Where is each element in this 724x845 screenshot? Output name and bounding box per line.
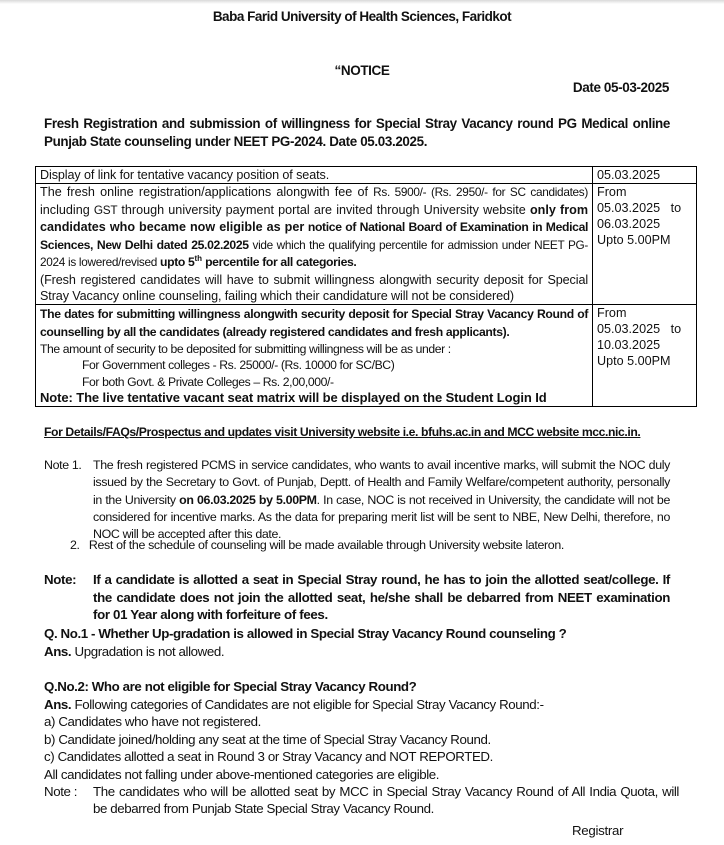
university-name: Baba Farid University of Health Sciences, Faridkot <box>212 9 512 24</box>
row2-date-cell <box>593 184 697 305</box>
note-1 <box>44 457 670 543</box>
list-item: b) Candidate joined/holding any seat at the time of Special Stray Vacancy Round. <box>44 731 491 747</box>
page-top-shadow <box>0 0 724 4</box>
details-websites-link[interactable]: For Details/FAQs/Prospectus and updates visit University website i.e. bfuhs.ac.in and MCC website mcc.nic.in. <box>44 425 641 439</box>
eligibility-bold-text: only from candidates who became now eligible as per <box>40 202 589 234</box>
date-start: 05.03.2025 to <box>597 201 682 215</box>
date-from-label: From <box>597 185 627 199</box>
noc-deadline: on 06.03.2025 by 5.00PM <box>179 492 317 507</box>
warning-label: Note: <box>44 572 77 587</box>
faq-question-1: Q. No.1 - Whether Up-gradation is allowed in Special Stray Vacancy Round counseling ? <box>44 626 567 641</box>
mcc-debar-note <box>44 783 684 818</box>
text-fragment: . In case, NOC is not received in University, the candidate will not be considered for incentive marks. As the data for preparing merit list will be sent to NBE, New Delhi, therefore, no NOC will be accepted after this date. <box>93 492 670 542</box>
note-1-text <box>93 457 670 543</box>
table-row <box>36 167 697 184</box>
notice-date: Date 05-03-2025 <box>572 80 669 95</box>
faq-answer-1 <box>44 644 224 659</box>
nbe-notice-text: notice of National Board of Examination in Medical Sciences, New Delhi dated 25.02.2025 <box>40 220 589 252</box>
answer-label: Ans. <box>44 644 72 659</box>
text-fragment: The fresh online registration/applications alongwith fee of <box>40 185 374 199</box>
categories-text: percentile for all categories. <box>202 255 357 269</box>
note-1-label: Note 1. <box>44 458 82 472</box>
row3-heading: The dates for submitting willingness alongwith security deposit for Special Stray Vacancy Round of counselling by all the candidates (already registered candidates and fresh applicants). <box>40 306 589 339</box>
table-row <box>36 304 697 407</box>
answer-text: Upgradation is not allowed. <box>71 644 225 659</box>
list-item: c) Candidates allotted a seat in Round 3 or Stray Vacancy and NOT REPORTED. <box>44 749 493 765</box>
row2-fresh-note: (Fresh registered candidates will have to submit willingness alongwith security deposit for Special Stray Vacancy online counseling, failing which their candidature will not be considered) <box>40 272 589 303</box>
table-row <box>36 184 697 305</box>
date-end: 10.03.2025 <box>597 337 661 352</box>
note-label: Note : <box>44 784 78 800</box>
date-end: 06.03.2025 <box>597 217 661 231</box>
note-text: The candidates who will be allotted seat by MCC in Special Stray Vacancy Round of All India Quota, will be debarred from Punjab State Special Stray Vacancy Round. <box>93 784 679 817</box>
row2-description <box>36 184 593 305</box>
row3-govt-amount: For Government colleges - Rs. 25000/- (Rs. 10000 for SC/BC) <box>82 358 395 372</box>
list-item: a) Candidates who have not registered. <box>44 714 261 730</box>
text-fragment: The fresh registered PCMS in service candidates, who wants to avail incentive marks, will submit the NOC duly issued by the Secretary to Govt. of Punjab, Deptt. of Health and Family Welfare/competent authority, personally in the University <box>93 458 670 507</box>
note-2: 2. Rest of the schedule of counseling will be made available through University website lateron. <box>70 538 564 552</box>
text-fragment: through university payment portal are invited through University website <box>117 202 530 217</box>
answer-text: Following categories of Candidates are not eligible for Special Stray Vacancy Round:- <box>71 697 544 712</box>
schedule-table <box>35 166 697 407</box>
faq-answer-2 <box>44 696 684 818</box>
fee-text: Rs. 5900/- (Rs. 2950/- for SC candidates) <box>373 185 589 199</box>
registrar-signature: Registrar <box>572 823 624 838</box>
text-fragment: including <box>40 202 94 217</box>
percentile-text: upto 5 <box>160 255 195 269</box>
date-time: Upto 5.00PM <box>597 353 671 368</box>
notice-title: “NOTICE <box>334 63 390 78</box>
answer-intro <box>44 696 684 713</box>
date-time: Upto 5.00PM <box>597 233 671 247</box>
date-start: 05.03.2025 to <box>597 321 682 336</box>
answer-label: Ans. <box>44 697 72 712</box>
row3-date-cell <box>593 304 697 407</box>
row3-description <box>36 304 593 407</box>
faq-question-2: Q.No.2: Who are not eligible for Special Stray Vacancy Round? <box>44 679 417 694</box>
superscript: th <box>194 253 203 263</box>
join-warning-note <box>44 571 670 624</box>
gst-text: GST <box>93 202 118 217</box>
date-from-label: From <box>597 305 627 320</box>
row1-date: 05.03.2025 <box>593 167 697 184</box>
notice-subject: Fresh Registration and submission of willingness for Special Stray Vacancy round PG Medical online Punjab State counseling under NEET PG-2024. Date 05.03.2025. <box>44 116 670 149</box>
row3-seat-matrix-note: Note: The live tentative vacant seat matrix will be displayed on the Student Login Id <box>40 390 547 405</box>
row3-amount-intro: The amount of security to be deposited for submitting willingness will be as under : <box>40 341 451 356</box>
row1-description: Display of link for tentative vacancy position of seats. <box>36 167 593 184</box>
eligible-statement: All candidates not falling under above-mentioned categories are eligible. <box>44 766 440 782</box>
text-fragment: vide which the qualifying percentile for admission under NEET PG-2024 is lowered/revised <box>40 237 589 269</box>
warning-text: If a candidate is allotted a seat in Special Stray round, he has to join the allotted seat/college. If the candidate does not join the allotted seat, he/she shall be debarred from NEET examination for 01 Year along with forfeiture of fees. <box>93 572 670 622</box>
row2-paragraph <box>40 184 588 272</box>
row3-private-amount: For both Govt. & Private Colleges – Rs. 2,00,000/- <box>82 374 334 389</box>
